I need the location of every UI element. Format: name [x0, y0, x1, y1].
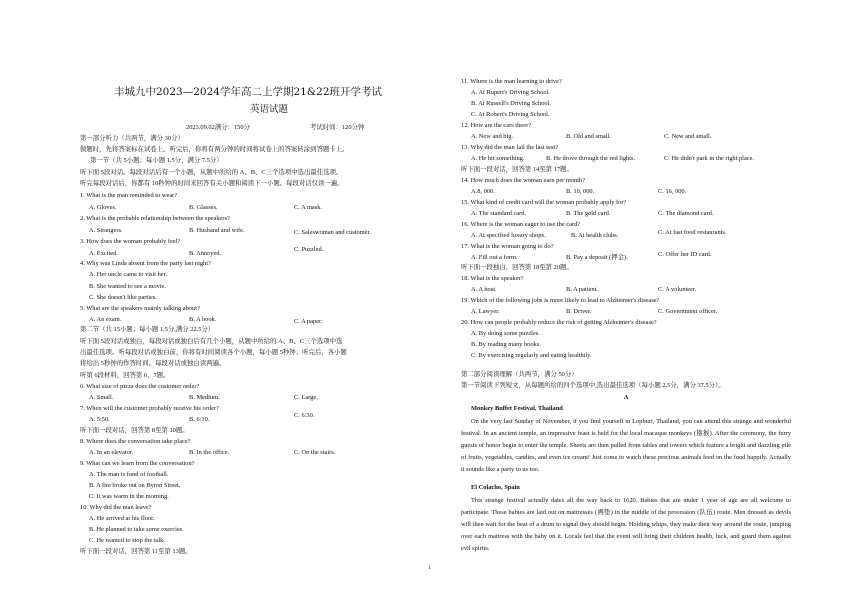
question-1: 1. What is the man reminded to wear?: [80, 192, 178, 199]
passage-title-el-colacho: El Colacho, Spain: [471, 484, 520, 491]
q13-option-a: A. He hit something.: [471, 155, 525, 162]
q15-option-c: C. The diamond card.: [658, 210, 714, 217]
q7-option-c: C. 6:30.: [294, 412, 315, 419]
q14-option-c: C. 16, 000.: [658, 188, 687, 195]
part2-section1-instruction: 第一节阅读下列短文，从每题所给的四个选项中,选出最佳选项（每小题 2.5分，满分 37.5分）。: [461, 382, 725, 389]
passage-label: A: [623, 394, 629, 401]
q10-option-c: C. He wanted to stop the talk.: [89, 537, 165, 544]
q19-option-a: A. Lawyer.: [471, 308, 500, 315]
q2-option-b: B. Husband and wife.: [189, 227, 245, 234]
q4-option-c: C. She doesn't like parties.: [89, 294, 157, 301]
question-16: 16. Where is the woman eager to use the card?: [461, 221, 581, 228]
section1-instruction-2: 听完每段对话后，你都有 10秒钟的时间来回答有关小题和阅读下一小题。每段对话仅读一遍。: [80, 180, 344, 187]
q1-option-b: B. Glasses.: [189, 204, 218, 211]
question-6: 6. What size of pizza does the customer order?: [80, 383, 200, 390]
question-2: 2. What is the probable relationship between the speakers?: [80, 215, 230, 222]
q11-option-b: B. At Russell's Driving School.: [471, 100, 551, 107]
q5-option-b: B. A book.: [189, 316, 217, 323]
q6-option-a: A. Small.: [89, 394, 114, 401]
q20-option-b: B. By reading many books.: [471, 341, 541, 348]
part2-heading: 第二部分阅读理解（共两节，满分 50分）: [461, 371, 578, 378]
passage-paragraph-2: This strange festival actually dates all the way back to 1620. Babies that are under 1 year of age are all welcome to participate. These babies are laid out on mattresses (褥垫) in the middle of the procession (队伍) route. Men dressed as devils will then wait for the beat of a drum to signal they should begin. Holding whips, they make their way around the route, jumping over each mattress with the baby on it. Locals feel that the event will bring their children health, luck, and guard them against evil spirits.: [461, 497, 791, 552]
q13-option-c: C. He didn't park in the right place.: [664, 155, 755, 162]
part1-note: 做题时，先将答案标在试卷上。听完后，你将有两分钟的时间将试卷上的答案转涂到答题卡上。: [80, 146, 349, 153]
listen-11-note: 听下面一段对话，回答第 11至第 13题。: [80, 548, 192, 555]
question-14: 14. How much does the woman earn per month?: [461, 177, 586, 184]
question-5: 5. What are the speakers mainly talking about?: [80, 305, 200, 312]
q15-option-a: A. The standard card.: [471, 210, 527, 217]
exam-subtitle: 英语试题: [250, 104, 289, 115]
q14-option-b: B. 10, 000.: [566, 188, 595, 195]
section2-heading: 第二节（共 15小题；每小题 1.5分,满分 22.5分）: [80, 326, 215, 333]
q18-option-c: C. A volunteer.: [658, 286, 697, 293]
q12-option-b: B. Old and small.: [566, 133, 611, 140]
q6-option-c: C. Large.: [294, 394, 318, 401]
question-11: 11. Where is the man learning to drive?: [461, 78, 562, 85]
question-19: 19. Which of the following jobs is more likely to lead to Alzheimer's disease?: [461, 297, 660, 304]
q5-option-a: A. An exam.: [89, 316, 122, 323]
q12-option-a: A. New and big.: [471, 133, 514, 140]
passage-paragraph-1: On the very last Sunday of November, if you find yourself in Lopburi, Thailand, you can attend this strange and wonderful festival. In an ancient temple, an impressive feast is held for the local macaque monkeys (猕猴). After the ceremony, the furry guests of honor begin to enter the temple. Sheets are then pulled from tables and towers which feature a bright and dazzling pile of fruits, vegetables, candies, and even ice cream! Just come to watch these precious animals feed on the food happily. Actually it sounds like a party to us too.: [461, 418, 791, 473]
q17-option-c: C. Offer her ID card.: [658, 251, 712, 258]
q16-option-c: C. At fast food restaurants.: [658, 229, 727, 236]
q19-option-b: B. Driver.: [566, 308, 592, 315]
q8-option-c: C. On the stairs.: [294, 449, 336, 456]
part1-heading: 第一部分听力（共两节，满分 30分）: [80, 135, 184, 142]
q20-option-c: C. By exercising regularly and eating healthily.: [471, 352, 592, 359]
question-9: 9. What can we learn from the conversation?: [80, 460, 195, 467]
q11-option-a: A. At Rupert's Driving School.: [471, 89, 550, 96]
q3-option-b: B. Annoyed.: [189, 250, 222, 257]
q9-option-a: A. The man is fond of football.: [89, 471, 169, 478]
q9-option-c: C. It was warm in the morning.: [89, 493, 169, 500]
q17-option-b: B. Pay a deposit (押金).: [566, 254, 628, 261]
q1-option-c: C. A mask.: [294, 204, 323, 211]
q16-option-b: B. At health clubs.: [571, 232, 619, 239]
q2-option-a: A. Strangers.: [89, 227, 123, 234]
q10-option-a: A. He arrived at his floor.: [89, 515, 155, 522]
question-13: 13. Why did the man fail the last test?: [461, 144, 558, 151]
q8-option-a: A. In an elevator.: [89, 449, 134, 456]
q14-option-a: A.8, 000.: [471, 188, 495, 195]
listen-6-note: 听第 6段材料，回答第 6、7题。: [80, 372, 170, 379]
q11-option-c: C. At Robert's Driving School.: [471, 111, 550, 118]
q7-option-a: A. 5:50.: [89, 416, 110, 423]
q19-option-c: C. Government officer.: [658, 308, 718, 315]
question-4: 4. Why was Linda absent from the party last night?: [80, 260, 211, 267]
q2-option-c: C. Saleswoman and customer.: [294, 229, 371, 236]
q16-option-a: A. At specified luxury shops.: [471, 232, 546, 239]
q5-option-c: C. A paper.: [294, 318, 323, 325]
question-8: 8. Where does the conversation take place?: [80, 438, 191, 445]
listen-8-note: 听下面一段对话，回答第 8至第 10题。: [80, 427, 189, 434]
q17-option-a: A. Fill out a form.: [471, 254, 518, 261]
q8-option-b: B. In the office.: [189, 449, 230, 456]
question-3: 3. How does the woman probably feel?: [80, 238, 181, 245]
listen-18-note: 听下面一段独白，回答第 18至第 20题。: [461, 264, 573, 271]
q3-option-a: A. Excited.: [89, 250, 118, 257]
question-18: 18. What is the speaker?: [461, 275, 524, 282]
section1-heading: 第一节（共 5小题；每小题 1.5分，满分 7.5分）: [90, 157, 223, 164]
q12-option-c: C. New and small.: [664, 133, 712, 140]
page-number: 1: [428, 565, 431, 571]
exam-duration: 考试时间：120分钟: [310, 124, 365, 131]
q15-option-b: B. The gold card.: [566, 210, 611, 217]
q4-option-b: B. She wanted to see a movie.: [89, 283, 167, 290]
q18-option-a: A. A host.: [471, 286, 497, 293]
section2-instruction-2: 出最佳选项。听每段对话或独白前，你将有时间阅读各个小题，每小题 5秒钟；听完后，各小题: [80, 349, 347, 356]
q18-option-b: B. A patient.: [566, 286, 598, 293]
question-15: 15. What kind of credit card will the woman probably apply for?: [461, 199, 627, 206]
q9-option-b: B. A fire broke out on Byron Street.: [89, 482, 181, 489]
q13-option-b: B. He drove through the red lights.: [546, 155, 636, 162]
section2-instruction-3: 将给出 5秒钟的作答时间。每段对话或独白读两遍。: [80, 360, 226, 367]
section1-instruction-1: 听下面 5段对话。每段对话后有一个小题，从题中所给的 A、B、C三个选项中选出最佳选项。: [80, 169, 343, 176]
q20-option-a: A. By doing some puzzles.: [471, 330, 540, 337]
exam-title: 丰城九中2023—2024学年高二上学期21&22班开学考试: [114, 86, 383, 98]
question-10: 10. Why did the man leave?: [80, 504, 152, 511]
q6-option-b: B. Medium.: [189, 394, 220, 401]
exam-date-score: 2023.09.02满分：150分: [186, 124, 250, 131]
q1-option-a: A. Gloves.: [89, 204, 117, 211]
question-12: 12. How are the cars there?: [461, 122, 531, 129]
q4-option-a: A. Her uncle came to visit her.: [89, 271, 168, 278]
q3-option-c: C. Puzzled.: [294, 246, 324, 253]
question-17: 17. What is the woman going to do?: [461, 243, 554, 250]
question-20: 20. How can people probably reduce the risk of getting Alzheimer's disease?: [461, 319, 657, 326]
q10-option-b: B. He planned to take some exercise.: [89, 526, 184, 533]
section2-instruction-1: 听下面 5段对话或独白，每段对话或独白后有几个小题，从题中所给的 A、B、C三个选项中选: [80, 338, 343, 345]
q7-option-b: B. 6:10.: [189, 416, 210, 423]
question-7: 7. When will the customer probably receive his order?: [80, 405, 219, 412]
listen-14-note: 听下面一段对话，回答第 14至第 17题。: [461, 166, 573, 173]
passage-title-monkey-buffet: Monkey Buffet Festival, Thailand: [471, 405, 563, 412]
